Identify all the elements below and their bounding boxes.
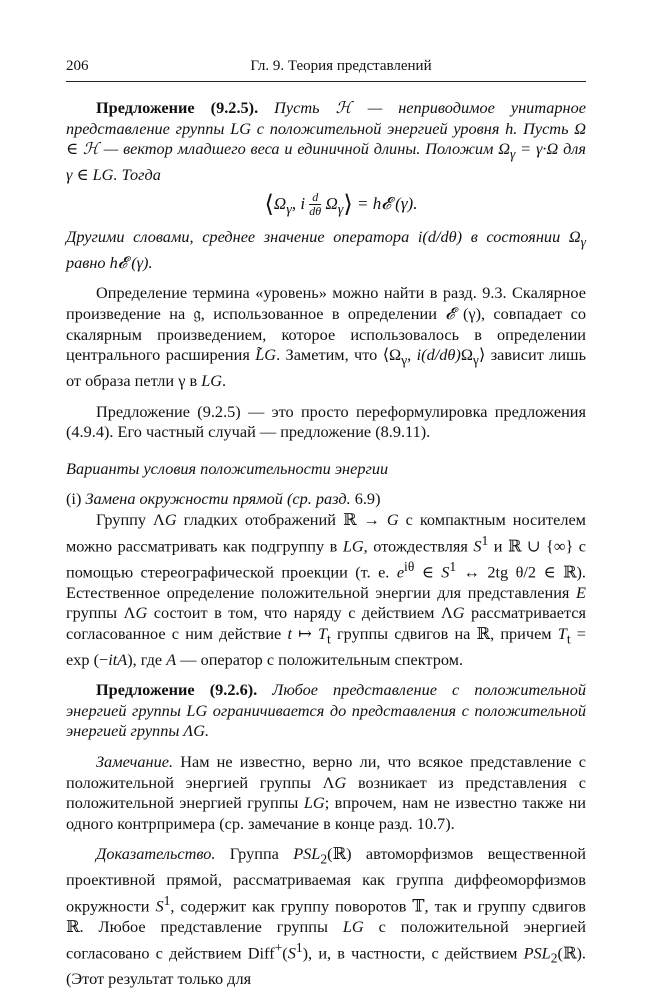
paragraph-level-definition: Определение термина «уровень» можно найти в разд. 9.3. Скалярное произведение на 𝔤, использованное в определении 𝓔 (γ), совпадает со скалярным произведением, которое использовалось в определении центрального расширения L̃G. Заметим, что $⟨\Omega_\gamma$, $i(d/d\theta)\Omega_\gamma⟩$ зависит лишь от образа петли γ в LG. [66, 283, 587, 391]
paragraph-lambda-g: Группу ΛG гладких отображений ℝ → G с компактным носителем можно рассматривать как подгруппу в LG, отождествляя $S^1$ и ℝ ∪ {∞} с помощью стереографической проекции (т. е. $e^{i\theta}$ ∈ $S^1$ ↔ 2tg θ/2 ∈ ℝ). Естественное определение положительной энергии для представления E группы ΛG состоит в том, что наряду с действием ΛG рассматривается согласованное с ним действие t ↦ $T_t$ группы сдвигов на ℝ, причем $T_t = \exp (-itA)$, где A — оператор с положительным спектром. [66, 510, 586, 669]
header-rule [66, 81, 586, 82]
running-header [66, 58, 586, 80]
fraction-d-dtheta: $\frac{d}{d\theta}$ [309, 190, 322, 219]
display-formula: $⟨\Omega_\gamma$, i $\frac{d}{d\theta}$ $\Omega_\gamma⟩$ = h𝓔 (γ). [264, 190, 418, 219]
page-number: 206 [66, 58, 89, 74]
proof: Доказательство. Группа $PSL_2(ℝ)$ автоморфизмов вещественной проективной прямой, рассматриваемая как группа диффеоморфизмов окружности $S^1$, содержит как группу поворотов 𝕋, так и группу сдвигов ℝ. Любое представление группы LG с положительной энергией согласовано с действием $Diff^+(S^1)$, и, в частности, с действием $PSL_2(ℝ)$. (Этот результат только для [66, 844, 587, 988]
item-i-heading: (i) Замена окружности прямой (ср. разд. 6.9) [66, 489, 381, 509]
proposition-9-2-5-continuation: Другими словами, среднее значение оператора i(d/dθ) в состоянии $\Omega_\gamma$ равно h𝓔 (γ). [66, 227, 587, 272]
paragraph-reformulation: Предложение (9.2.5) — это просто переформулировка предложения (4.9.4). Его частный случай — предложение (8.9.11). [66, 401, 586, 442]
page [66, 58, 586, 989]
section-title: Варианты условия положительности энергии [66, 458, 389, 478]
proposition-9-2-5: Предложение (9.2.5). Пусть ℋ — неприводимое унитарное представление группы LG с положительной энергией уровня h. Пусть Ω ∈ ℋ — вектор младшего веса и единичной длины. Положим $\Omega_\gamma = \gamma\cdot\Omega$ для γ ∈ LG. Тогда [66, 98, 586, 185]
proposition-9-2-6: Предложение (9.2.6). Любое представление с положительной энергией группы LG ограничивается до представления с положительной энергией группы ΛG. [66, 680, 586, 741]
remark: Замечание. Нам не известно, верно ли, что всякое представление с положительной энергией группы ΛG возникает из представления с положительной энергией группы LG; впрочем, нам не известно также ни одного контрпримера (ср. замечание в конце разд. 10.7). [66, 752, 586, 833]
chapter-title: Гл. 9. Теория представлений [250, 58, 432, 74]
